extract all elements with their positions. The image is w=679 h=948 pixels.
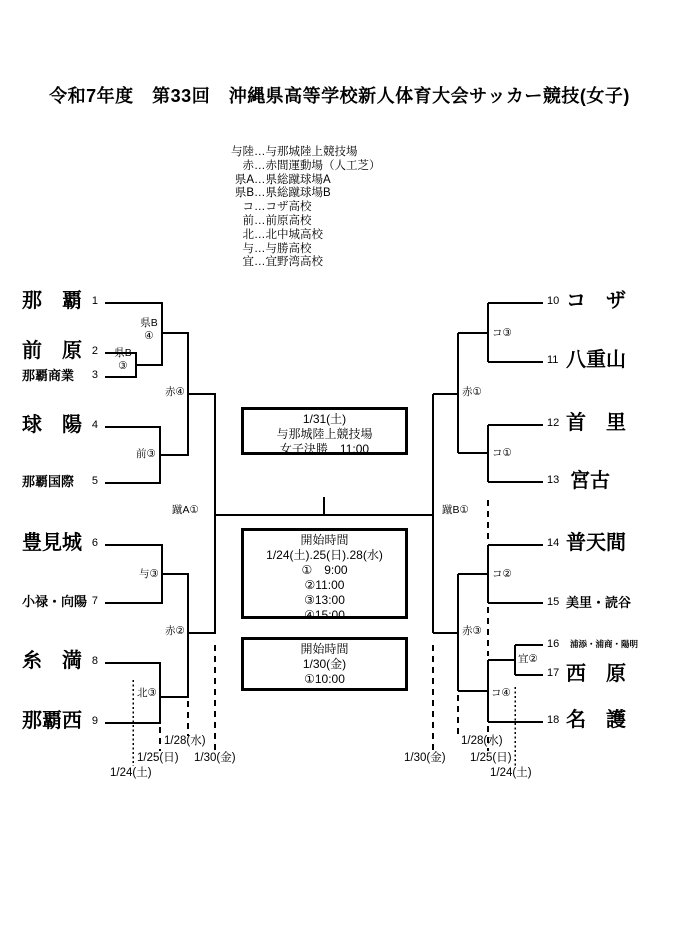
team-name: 那覇西 — [22, 710, 82, 732]
legend-venue: …赤間運動場（人工芝） — [254, 159, 381, 172]
match-venue-label: コ① — [492, 447, 512, 459]
date-label-left-25: 1/25(日) — [137, 752, 179, 764]
team-seed: 2 — [91, 345, 98, 357]
team-name: 名 護 — [566, 709, 626, 731]
date-label-right-28: 1/28(水) — [461, 735, 503, 747]
legend-venue: …前原高校 — [254, 214, 312, 227]
team-name: 糸 満 — [22, 650, 82, 672]
match-number-line: ④ — [144, 330, 154, 342]
legend-row — [214, 201, 381, 215]
team-name: コ ザ — [566, 290, 626, 312]
date-label-right-25: 1/25(日) — [470, 752, 512, 764]
match-venue-label: 宜② — [518, 653, 538, 665]
legend-abbr: 赤 — [242, 159, 254, 172]
match-venue-label: 北③ — [137, 687, 157, 699]
team-seed: 6 — [91, 537, 98, 549]
match-venue-label: 赤① — [462, 386, 482, 398]
team-name: 宮古 — [570, 470, 610, 492]
team-name: 那覇商業 — [22, 368, 75, 383]
legend-row — [214, 215, 381, 229]
date-label-left-30: 1/30(金) — [194, 752, 236, 764]
team-name: 普天間 — [566, 532, 626, 554]
start-time-1: ① 9:00 — [301, 563, 348, 577]
date-label-left-28: 1/28(水) — [164, 735, 206, 747]
start-times-box — [241, 528, 408, 622]
final-date: 1/31(土) — [302, 412, 347, 426]
start-times-title: 開始時間 — [300, 642, 349, 656]
legend-abbr: 与陸 — [231, 146, 254, 158]
match-venue-label: 赤③ — [462, 625, 482, 637]
team-name: 球 陽 — [22, 414, 82, 436]
match-venue-label: コ④ — [491, 687, 511, 699]
legend-abbr: コ — [242, 201, 254, 214]
legend-row — [214, 256, 381, 270]
legend-abbr: 北 — [242, 228, 254, 241]
match-venue-label: コ③ — [492, 327, 512, 339]
team-name: 小禄・向陽 — [22, 594, 88, 609]
start-time-4: ④15:00 — [304, 608, 345, 622]
team-name: 美里・読谷 — [566, 595, 632, 610]
team-seed: 1 — [91, 295, 98, 307]
legend-venue: …与勝高校 — [254, 242, 312, 255]
legend-venue: …県総蹴球場A — [254, 173, 331, 186]
date-label-right-24: 1/24(土) — [490, 767, 532, 779]
team-seed: 8 — [91, 655, 98, 667]
semifinal-label: 蹴A① — [172, 504, 199, 516]
legend-venue: …宜野湾高校 — [254, 256, 323, 269]
match-venue-line: 県B — [114, 347, 132, 359]
start-time-2: ②11:00 — [304, 578, 345, 592]
team-seed: 11 — [547, 354, 559, 366]
date-label-left-24: 1/24(土) — [110, 767, 152, 779]
legend-abbr: 県A — [234, 173, 254, 186]
team-name: 豊見城 — [22, 532, 82, 554]
match-venue-label: 赤④ — [165, 386, 185, 398]
start-times-dates: 1/24(土).25(日).28(水) — [266, 548, 383, 562]
legend-row — [214, 229, 381, 243]
team-name: 那覇国際 — [22, 474, 75, 489]
legend-abbr: 宜 — [242, 256, 254, 269]
team-seed: 7 — [91, 595, 98, 607]
legend-row — [214, 146, 381, 160]
team-seed: 17 — [547, 667, 560, 679]
team-seed: 4 — [91, 419, 98, 431]
legend-venue: …コザ高校 — [254, 201, 312, 214]
final-info-box — [241, 407, 408, 455]
team-seed: 9 — [91, 715, 98, 727]
legend-venue: …与那城陸上競技場 — [254, 146, 358, 158]
legend-venue: …北中城高校 — [254, 228, 323, 241]
legend-row — [214, 160, 381, 174]
legend-abbr: 県B — [234, 187, 254, 200]
match-venue-label: 与③ — [139, 568, 159, 580]
legend-abbr: 与 — [242, 242, 254, 255]
team-seed: 15 — [547, 596, 560, 608]
start-times-dates: 1/30(金) — [302, 657, 347, 671]
team-name: 那 覇 — [22, 290, 82, 312]
team-seed: 16 — [547, 638, 560, 650]
team-name: 八重山 — [566, 349, 626, 371]
team-seed: 3 — [91, 369, 98, 381]
final-venue: 与那城陸上競技場 — [276, 427, 373, 441]
page-title: 令和7年度 第33回 沖縄県高等学校新人体育大会サッカー競技(女子) — [49, 86, 630, 106]
legend-row — [214, 187, 381, 201]
legend-row — [214, 243, 381, 257]
team-seed: 13 — [547, 474, 560, 486]
legend-abbr: 前 — [242, 214, 254, 227]
team-seed: 14 — [547, 537, 560, 549]
team-name: 前 原 — [22, 340, 82, 362]
team-seed: 18 — [547, 714, 560, 726]
start-times-box-2 — [241, 637, 408, 691]
team-name: 首 里 — [566, 412, 626, 434]
team-name: 西 原 — [566, 663, 626, 685]
match-number-line: ③ — [118, 360, 128, 372]
match-venue-label: 前③ — [136, 448, 156, 460]
match-venue-line: 県B — [140, 317, 158, 329]
team-seed: 5 — [91, 475, 98, 487]
team-name: 浦添・浦商・陽明 — [570, 639, 639, 649]
venue-legend — [214, 146, 381, 270]
start-time-3: ③13:00 — [304, 593, 345, 607]
legend-row — [214, 174, 381, 188]
match-venue-label — [136, 317, 162, 343]
start-time-1: ①10:00 — [304, 672, 345, 686]
start-times-title: 開始時間 — [300, 533, 349, 547]
final-match-time: 女子決勝 11:00 — [279, 442, 370, 456]
match-venue-label: コ② — [492, 568, 512, 580]
team-seed: 10 — [547, 295, 560, 307]
match-venue-label — [110, 347, 136, 373]
legend-venue: …県総蹴球場B — [254, 187, 331, 200]
semifinal-label: 蹴B① — [442, 504, 469, 516]
match-venue-label: 赤② — [165, 625, 185, 637]
team-seed: 12 — [547, 417, 560, 429]
date-label-right-30: 1/30(金) — [404, 752, 446, 764]
